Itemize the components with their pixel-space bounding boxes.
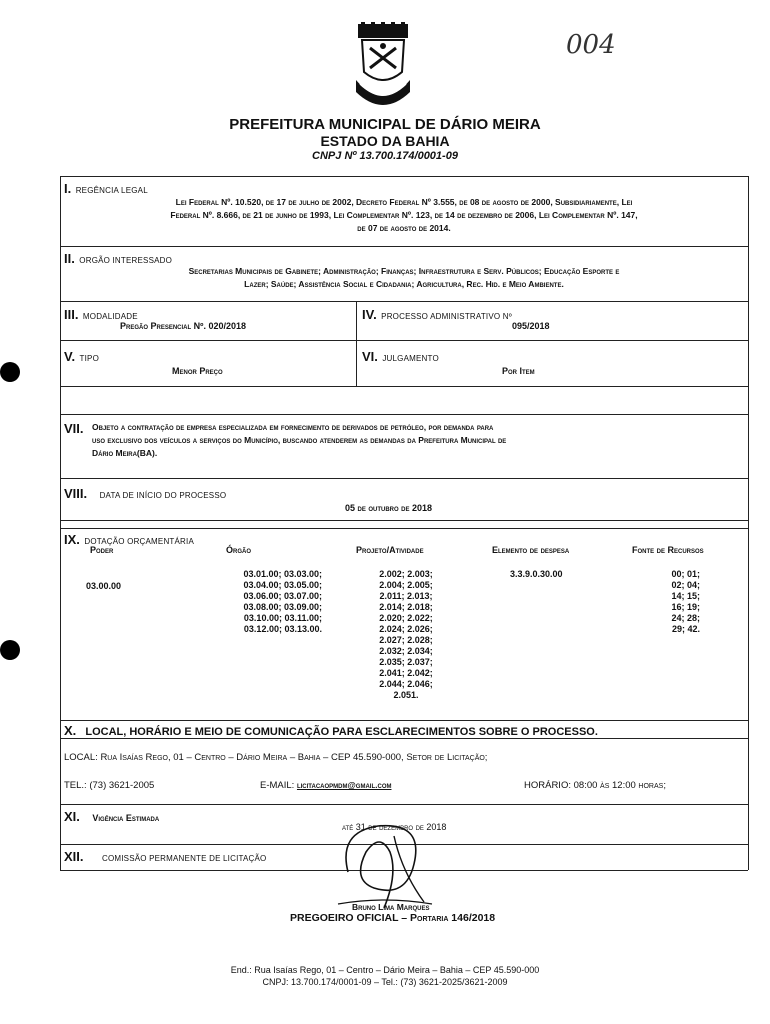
- list-item: 2.044; 2.046;: [379, 679, 433, 689]
- list-item: 2.002; 2.003;: [379, 569, 433, 579]
- list-item: 03.08.00; 03.09.00;: [243, 602, 322, 612]
- list-item: 2.027; 2.028;: [379, 635, 433, 645]
- processo-value: 095/2018: [512, 321, 550, 331]
- column-header-elemento: Elemento de despesa: [492, 545, 570, 555]
- list-item: 2.041; 2.042;: [379, 668, 433, 678]
- list-item: 03.04.00; 03.05.00;: [243, 580, 322, 590]
- column-header-poder: Poder: [90, 545, 114, 555]
- list-item: 2.014; 2.018;: [379, 602, 433, 612]
- section-regencia: [64, 180, 744, 198]
- form-divider: [60, 478, 748, 479]
- form-divider: [60, 520, 748, 521]
- section-objeto: [64, 420, 84, 438]
- poder-value: 03.00.00: [86, 581, 122, 591]
- objeto-text-line: uso exclusivo dos veículos a serviços do Município, buscando atenderem as demandas da Prefeitura Municipal de: [92, 435, 507, 445]
- section-number: VI.: [362, 349, 378, 364]
- section-number: XI.: [64, 809, 80, 824]
- section-label: Vigência Estimada: [92, 813, 160, 823]
- horario-label: HORÁRIO:: [524, 780, 571, 791]
- local-label: LOCAL:: [64, 752, 98, 763]
- column-header-projeto: Projeto/Atividade: [356, 545, 424, 555]
- section-number: X.: [64, 723, 77, 738]
- horario-line: [524, 780, 666, 791]
- list-item: 2.020; 2.022;: [379, 613, 433, 623]
- footer-address: End.: Rua Isaías Rego, 01 – Centro – Dário Meira – Bahia – CEP 45.590-000: [230, 965, 540, 975]
- form-divider: [60, 176, 748, 177]
- local-line: [64, 752, 487, 763]
- regencia-text-line: Federal Nº. 8.666, de 21 de junho de 1993, Lei Complementar Nº. 123, de 14 de dezembro de 2006, Lei Complementar Nº. 147,: [170, 210, 638, 220]
- projeto-list: [346, 569, 466, 701]
- section-label: PROCESSO ADMINISTRATIVO Nº: [381, 312, 512, 321]
- section-label: ORGÃO INTERESSADO: [79, 256, 173, 265]
- section-number: VIII.: [64, 486, 88, 501]
- signatory-role-line: [290, 912, 495, 924]
- list-item: 29; 42.: [671, 624, 700, 634]
- list-item: 2.024; 2.026;: [379, 624, 433, 634]
- list-item: 24; 28;: [671, 613, 700, 623]
- list-item: 16; 19;: [671, 602, 700, 612]
- form-left-border: [60, 176, 61, 870]
- orgao-text-line: Lazer; Saúde; Assistência Social e Cidadania; Agricultura, Rec. Hid. e Meio Ambiente.: [244, 279, 564, 289]
- section-number: II.: [64, 251, 75, 266]
- section-comunicacao: [64, 723, 598, 738]
- email-line: [260, 780, 391, 791]
- signature-mark: [328, 812, 438, 916]
- regencia-text-line: de 07 de agosto de 2014.: [357, 223, 451, 233]
- modalidade-value: Pregão Presencial Nº. 020/2018: [120, 321, 247, 331]
- list-item: 03.06.00; 03.07.00;: [243, 591, 322, 601]
- form-right-border: [748, 176, 749, 870]
- form-divider: [60, 804, 748, 805]
- column-header-fonte: Fonte de Recursos: [632, 545, 704, 555]
- section-number: V.: [64, 349, 76, 364]
- section-label: DATA DE INÍCIO DO PROCESSO: [99, 491, 227, 500]
- elemento-value: 3.3.9.0.30.00: [510, 569, 563, 579]
- orgao-text-line: Secretarias Municipais de Gabinete; Administração; Finanças; Infraestrutura e Serv. Públicos; Educação Esporte e: [188, 266, 620, 276]
- local-value: Rua Isaías Rego, 01 – Centro – Dário Meira – Bahia – CEP 45.590-000, Setor de Licitação;: [100, 752, 488, 763]
- form-divider: [60, 386, 748, 387]
- section-dotacao: [64, 531, 194, 549]
- signatory-role: PREGOEIRO OFICIAL: [290, 912, 399, 924]
- orgao-list: [190, 569, 322, 635]
- hole-punch-mark: [0, 362, 20, 382]
- section-number: I.: [64, 181, 72, 196]
- section-julgamento: [362, 348, 439, 366]
- section-comissao: [64, 848, 266, 866]
- horario-value: 08:00 às 12:00 horas;: [573, 780, 666, 791]
- section-label: MODALIDADE: [82, 312, 138, 321]
- coat-of-arms-logo: [352, 22, 414, 114]
- form-divider: [60, 414, 748, 415]
- column-divider: [356, 301, 357, 386]
- form-divider: [60, 720, 748, 721]
- data-inicio-value: 05 de outubro de 2018: [345, 503, 433, 513]
- section-label: JULGAMENTO: [382, 354, 439, 363]
- signatory-name: Bruno Lima Marques: [352, 902, 430, 912]
- hole-punch-mark: [0, 640, 20, 660]
- column-header-orgao: Órgão: [226, 545, 252, 555]
- list-item: 2.032; 2.034;: [379, 646, 433, 656]
- form-divider: [60, 738, 748, 739]
- list-item: 14; 15;: [671, 591, 700, 601]
- form-divider: [60, 340, 748, 341]
- tel-value: (73) 3621-2005: [89, 780, 155, 791]
- email-label: E-MAIL:: [260, 780, 295, 791]
- list-item: 03.01.00; 03.03.00;: [243, 569, 322, 579]
- section-number: IX.: [64, 532, 80, 547]
- state-name: ESTADO DA BAHIA: [320, 133, 450, 149]
- form-divider: [60, 528, 748, 529]
- form-divider: [60, 301, 748, 302]
- header-cnpj: CNPJ Nº 13.700.174/0001-09: [312, 150, 458, 162]
- list-item: 02; 04;: [671, 580, 700, 590]
- tel-line: [64, 780, 154, 791]
- list-item: 2.035; 2.037;: [379, 657, 433, 667]
- footer-contact: CNPJ: 13.700.174/0001-09 – Tel.: (73) 3621-2025/3621-2009: [262, 977, 508, 987]
- tel-label: TEL.:: [64, 780, 87, 791]
- section-number: XII.: [64, 849, 84, 864]
- section-tipo: [64, 348, 99, 366]
- vigencia-value: até 31 de dezembro de 2018: [342, 822, 447, 832]
- section-label: TIPO: [79, 354, 100, 363]
- tipo-value: Menor Preço: [172, 366, 223, 376]
- fonte-list: [652, 569, 700, 635]
- julgamento-value: Por Item: [502, 366, 535, 376]
- section-title: LOCAL, HORÁRIO E MEIO DE COMUNICAÇÃO PARA ESCLARECIMENTOS SOBRE O PROCESSO.: [85, 726, 598, 738]
- form-divider: [60, 246, 748, 247]
- section-processo: [362, 306, 512, 324]
- list-item: 03.12.00; 03.13.00.: [243, 624, 322, 634]
- list-item: 2.051.: [393, 690, 419, 700]
- objeto-text-line: Objeto a contratação de empresa especializada em fornecimento de derivados de petróleo, por demanda para: [92, 422, 494, 432]
- page-title: PREFEITURA MUNICIPAL DE DÁRIO MEIRA: [229, 116, 541, 133]
- section-label: COMISSÃO PERMANENTE DE LICITAÇÃO: [101, 854, 267, 863]
- list-item: 00; 01;: [671, 569, 700, 579]
- email-link[interactable]: licitacaopmdm@gmail.com: [296, 780, 392, 790]
- section-label: DOTAÇÃO ORÇAMENTÁRIA: [84, 537, 194, 546]
- list-item: 2.004; 2.005;: [379, 580, 433, 590]
- section-vigencia: [64, 808, 159, 826]
- section-number: VII.: [64, 421, 84, 436]
- section-number: III.: [64, 307, 79, 322]
- section-number: IV.: [362, 307, 377, 322]
- handwritten-page-number: 004: [566, 30, 616, 60]
- objeto-text-line: Dário Meira(BA).: [92, 448, 158, 458]
- list-item: 03.10.00; 03.11.00;: [243, 613, 322, 623]
- section-data-inicio: [64, 485, 226, 503]
- section-label: REGÊNCIA LEGAL: [75, 186, 148, 195]
- regencia-text-line: Lei Federal Nº. 10.520, de 17 de julho de 2002, Decreto Federal Nº 3.555, de 08 de agosto de 2000, Subsidiariamente, Lei: [175, 197, 633, 207]
- list-item: 2.011; 2.013;: [379, 591, 433, 601]
- signatory-portaria: – Portaria 146/2018: [401, 912, 496, 924]
